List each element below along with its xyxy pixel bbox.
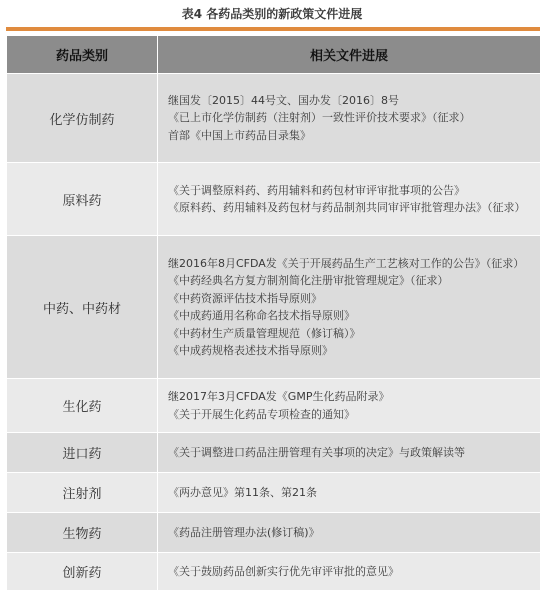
policy-table <box>6 35 541 591</box>
document-line: 《中药材生产质量管理规范（修订稿）》 <box>168 326 361 340</box>
table-row <box>7 553 541 591</box>
table-row <box>7 513 541 553</box>
category-cell: 生化药 <box>7 379 158 433</box>
category-cell: 中药、中药材 <box>7 236 158 379</box>
table-caption: 表4 各药品类别的新政策文件进展 <box>181 7 363 21</box>
document-line: 《两办意见》第11条、第21条 <box>168 485 317 499</box>
category-cell: 化学仿制药 <box>7 74 158 163</box>
document-line: 《原料药、药用辅料及药包材与药品制剂共同审评审批管理办法》（征求） <box>168 201 526 214</box>
table-row <box>7 473 541 513</box>
document-line: 《关于鼓励药品创新实行优先审评审批的意见》 <box>168 564 399 578</box>
documents-cell <box>158 473 541 513</box>
category-cell: 生物药 <box>7 513 158 553</box>
accent-divider <box>6 27 540 31</box>
documents-cell <box>158 236 541 379</box>
documents-cell <box>158 513 541 553</box>
documents-cell <box>158 379 541 433</box>
table-row <box>7 163 541 236</box>
table-row <box>7 74 541 163</box>
documents-cell <box>158 433 541 473</box>
header-category: 药品类别 <box>7 36 158 74</box>
category-cell: 进口药 <box>7 433 158 473</box>
document-line: 《中成药通用名称命名技术指导原则》 <box>168 309 355 322</box>
document-line: 《关于开展生化药品专项检查的通知》 <box>168 407 355 421</box>
table-row <box>7 236 541 379</box>
table-row <box>7 379 541 433</box>
document-line: 《药品注册管理办法(修订稿)》 <box>168 525 320 539</box>
category-cell: 原料药 <box>7 163 158 236</box>
table-header-row <box>7 36 541 74</box>
category-cell: 创新药 <box>7 553 158 591</box>
documents-cell <box>158 553 541 591</box>
table-row <box>7 433 541 473</box>
document-line: 《中成药规格表述技术指导原则》 <box>168 344 333 357</box>
document-line: 首部《中国上市药品目录集》 <box>168 128 311 142</box>
category-cell: 注射剂 <box>7 473 158 513</box>
document-line: 继2017年3月CFDA发《GMP生化药品附录》 <box>168 390 390 403</box>
document-line: 继国发〔2015〕44号文、国办发〔2016〕8号 <box>168 93 399 107</box>
document-line: 《关于调整进口药品注册管理有关事项的决定》与政策解读等 <box>168 445 465 459</box>
documents-cell <box>158 74 541 163</box>
documents-cell <box>158 163 541 236</box>
document-line: 《已上市化学仿制药（注射剂）一致性评价技术要求》（征求） <box>168 111 471 125</box>
document-line: 《中药经典名方复方制剂简化注册审批管理规定》（征求） <box>168 274 449 287</box>
document-line: 继2016年8月CFDA发《关于开展药品生产工艺核对工作的公告》（征求） <box>168 256 525 270</box>
header-documents: 相关文件进展 <box>158 36 541 74</box>
document-line: 《中药资源评估技术指导原则》 <box>168 291 322 305</box>
document-line: 《关于调整原料药、药用辅料和药包材审评审批事项的公告》 <box>168 183 465 197</box>
